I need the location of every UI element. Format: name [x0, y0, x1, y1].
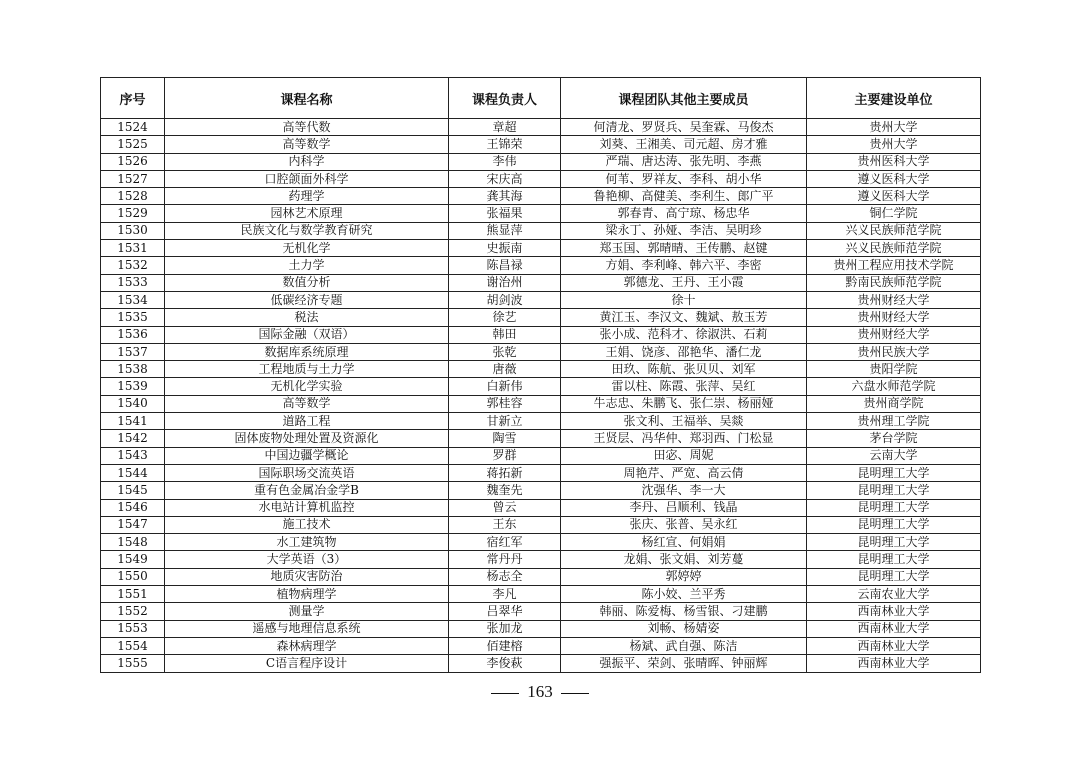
- cell-serial-number: 1529: [101, 205, 165, 222]
- table-row: [101, 136, 981, 153]
- cell-team-members: 张庆、张普、吴永红: [561, 516, 807, 533]
- cell-team-members: 陈小姣、兰平秀: [561, 586, 807, 603]
- cell-serial-number: 1549: [101, 551, 165, 568]
- cell-serial-number: 1540: [101, 395, 165, 412]
- cell-team-members: 张小成、范科才、徐淑洪、石莉: [561, 326, 807, 343]
- cell-serial-number: 1532: [101, 257, 165, 274]
- cell-course-leader: 史振南: [449, 240, 561, 257]
- dash-right: [561, 693, 589, 694]
- cell-institution: 西南林业大学: [807, 603, 981, 620]
- table-row: [101, 188, 981, 205]
- cell-institution: 西南林业大学: [807, 655, 981, 672]
- cell-institution: 遵义医科大学: [807, 170, 981, 187]
- cell-institution: 贵州财经大学: [807, 291, 981, 308]
- cell-course-leader: 谢治州: [449, 274, 561, 291]
- table-row: [101, 655, 981, 672]
- cell-course-name: 植物病理学: [165, 586, 449, 603]
- cell-institution: 贵州工程应用技术学院: [807, 257, 981, 274]
- cell-team-members: 王贤层、冯华仲、郑羽西、门松显: [561, 430, 807, 447]
- cell-course-name: 口腔颌面外科学: [165, 170, 449, 187]
- table-row: [101, 240, 981, 257]
- cell-course-leader: 杨志全: [449, 568, 561, 585]
- cell-institution: 贵州财经大学: [807, 326, 981, 343]
- table-row: [101, 378, 981, 395]
- cell-course-leader: 韩田: [449, 326, 561, 343]
- cell-course-name: 地质灾害防治: [165, 568, 449, 585]
- cell-institution: 贵州大学: [807, 119, 981, 136]
- cell-course-name: 工程地质与土力学: [165, 361, 449, 378]
- cell-course-name: 民族文化与数学教育研究: [165, 222, 449, 239]
- table-row: [101, 430, 981, 447]
- cell-team-members: 牛志忠、朱鹏飞、张仁崇、杨丽娅: [561, 395, 807, 412]
- cell-institution: 贵州商学院: [807, 395, 981, 412]
- cell-institution: 贵州医科大学: [807, 153, 981, 170]
- cell-serial-number: 1553: [101, 620, 165, 637]
- cell-course-name: 高等代数: [165, 119, 449, 136]
- cell-serial-number: 1552: [101, 603, 165, 620]
- table-row: [101, 205, 981, 222]
- table-row: [101, 499, 981, 516]
- cell-course-leader: 李凡: [449, 586, 561, 603]
- cell-course-name: 施工技术: [165, 516, 449, 533]
- cell-team-members: 李丹、吕顺利、钱晶: [561, 499, 807, 516]
- cell-course-leader: 陶雪: [449, 430, 561, 447]
- cell-institution: 贵阳学院: [807, 361, 981, 378]
- table-row: [101, 395, 981, 412]
- cell-serial-number: 1530: [101, 222, 165, 239]
- table-body: [101, 119, 981, 673]
- cell-institution: 昆明理工大学: [807, 551, 981, 568]
- cell-course-name: 税法: [165, 309, 449, 326]
- cell-team-members: 郑玉国、郭晴晴、王传鹏、赵键: [561, 240, 807, 257]
- table-row: [101, 257, 981, 274]
- cell-serial-number: 1537: [101, 343, 165, 360]
- cell-institution: 茅台学院: [807, 430, 981, 447]
- cell-serial-number: 1548: [101, 534, 165, 551]
- table-row: [101, 534, 981, 551]
- cell-team-members: 郭德龙、王丹、王小霞: [561, 274, 807, 291]
- cell-institution: 遵义医科大学: [807, 188, 981, 205]
- cell-course-name: 高等数学: [165, 395, 449, 412]
- cell-course-name: 无机化学实验: [165, 378, 449, 395]
- cell-course-leader: 龚其海: [449, 188, 561, 205]
- cell-serial-number: 1543: [101, 447, 165, 464]
- table-row: [101, 222, 981, 239]
- cell-course-name: 森林病理学: [165, 637, 449, 654]
- cell-institution: 铜仁学院: [807, 205, 981, 222]
- cell-course-name: 高等数学: [165, 136, 449, 153]
- table-row: [101, 516, 981, 533]
- cell-course-leader: 罗群: [449, 447, 561, 464]
- header-row: [101, 78, 981, 119]
- table-row: [101, 620, 981, 637]
- cell-course-name: 园林艺术原理: [165, 205, 449, 222]
- cell-team-members: 刘葵、王湘美、司元超、房才雅: [561, 136, 807, 153]
- cell-serial-number: 1539: [101, 378, 165, 395]
- cell-course-leader: 徐艺: [449, 309, 561, 326]
- table-row: [101, 568, 981, 585]
- table-row: [101, 637, 981, 654]
- cell-serial-number: 1538: [101, 361, 165, 378]
- cell-institution: 昆明理工大学: [807, 499, 981, 516]
- cell-course-name: 数据库系统原理: [165, 343, 449, 360]
- cell-serial-number: 1534: [101, 291, 165, 308]
- cell-course-leader: 张乾: [449, 343, 561, 360]
- cell-course-leader: 宋庆高: [449, 170, 561, 187]
- cell-course-name: 道路工程: [165, 413, 449, 430]
- cell-course-name: 土力学: [165, 257, 449, 274]
- cell-team-members: 杨斌、武自强、陈洁: [561, 637, 807, 654]
- cell-course-name: 低碳经济专题: [165, 291, 449, 308]
- cell-course-name: 大学英语（3）: [165, 551, 449, 568]
- cell-course-leader: 郭桂容: [449, 395, 561, 412]
- cell-course-name: C语言程序设计: [165, 655, 449, 672]
- cell-team-members: 何清龙、罗贤兵、吴奎霖、马俊杰: [561, 119, 807, 136]
- cell-team-members: 周艳芹、严宽、高云倩: [561, 464, 807, 481]
- table-row: [101, 343, 981, 360]
- cell-course-leader: 胡剑波: [449, 291, 561, 308]
- cell-course-name: 国际职场交流英语: [165, 464, 449, 481]
- dash-left: [491, 693, 519, 694]
- cell-institution: 兴义民族师范学院: [807, 222, 981, 239]
- table-row: [101, 326, 981, 343]
- cell-course-leader: 曾云: [449, 499, 561, 516]
- cell-course-name: 药理学: [165, 188, 449, 205]
- cell-institution: 昆明理工大学: [807, 482, 981, 499]
- cell-institution: 黔南民族师范学院: [807, 274, 981, 291]
- cell-team-members: 龙娟、张文娟、刘芳蔓: [561, 551, 807, 568]
- table-row: [101, 274, 981, 291]
- cell-course-name: 内科学: [165, 153, 449, 170]
- cell-serial-number: 1547: [101, 516, 165, 533]
- cell-course-name: 水工建筑物: [165, 534, 449, 551]
- cell-course-leader: 白新伟: [449, 378, 561, 395]
- cell-serial-number: 1546: [101, 499, 165, 516]
- cell-team-members: 杨红宣、何娟娟: [561, 534, 807, 551]
- table-row: [101, 464, 981, 481]
- cell-course-name: 水电站计算机监控: [165, 499, 449, 516]
- cell-serial-number: 1531: [101, 240, 165, 257]
- cell-institution: 贵州财经大学: [807, 309, 981, 326]
- cell-institution: 贵州理工学院: [807, 413, 981, 430]
- table-row: [101, 361, 981, 378]
- table-row: [101, 291, 981, 308]
- cell-course-leader: 王锦荣: [449, 136, 561, 153]
- cell-serial-number: 1554: [101, 637, 165, 654]
- cell-serial-number: 1533: [101, 274, 165, 291]
- cell-serial-number: 1542: [101, 430, 165, 447]
- table-row: [101, 170, 981, 187]
- cell-team-members: 郭春青、高宁琼、杨忠华: [561, 205, 807, 222]
- cell-team-members: 方娟、李利峰、韩六平、李密: [561, 257, 807, 274]
- cell-team-members: 梁永丁、孙娅、李洁、吴明珍: [561, 222, 807, 239]
- table-row: [101, 586, 981, 603]
- course-table: [100, 77, 981, 673]
- cell-institution: 昆明理工大学: [807, 568, 981, 585]
- cell-team-members: 鲁艳柳、高健美、李利生、郎广平: [561, 188, 807, 205]
- cell-course-name: 重有色金属冶金学B: [165, 482, 449, 499]
- cell-serial-number: 1526: [101, 153, 165, 170]
- cell-course-leader: 佰建榕: [449, 637, 561, 654]
- cell-institution: 昆明理工大学: [807, 464, 981, 481]
- page-number: 163: [527, 682, 553, 701]
- table-row: [101, 413, 981, 430]
- cell-course-name: 国际金融（双语）: [165, 326, 449, 343]
- header-course-name: 课程名称: [165, 78, 449, 119]
- cell-institution: 六盘水师范学院: [807, 378, 981, 395]
- cell-course-leader: 唐薇: [449, 361, 561, 378]
- cell-team-members: 郭婷婷: [561, 568, 807, 585]
- table-row: [101, 603, 981, 620]
- cell-institution: 贵州大学: [807, 136, 981, 153]
- cell-course-leader: 王东: [449, 516, 561, 533]
- cell-team-members: 雷以柱、陈霞、张萍、吴红: [561, 378, 807, 395]
- cell-course-leader: 吕翠华: [449, 603, 561, 620]
- cell-serial-number: 1555: [101, 655, 165, 672]
- cell-serial-number: 1541: [101, 413, 165, 430]
- cell-serial-number: 1550: [101, 568, 165, 585]
- cell-team-members: 强振平、荣剑、张晴晖、钟丽辉: [561, 655, 807, 672]
- table-row: [101, 482, 981, 499]
- cell-course-name: 测量学: [165, 603, 449, 620]
- cell-course-name: 数值分析: [165, 274, 449, 291]
- cell-course-leader: 章超: [449, 119, 561, 136]
- header-serial-number: 序号: [101, 78, 165, 119]
- cell-serial-number: 1536: [101, 326, 165, 343]
- cell-team-members: 田玖、陈航、张贝贝、刘军: [561, 361, 807, 378]
- table-header: [101, 78, 981, 119]
- cell-course-leader: 常丹丹: [449, 551, 561, 568]
- table-row: [101, 153, 981, 170]
- header-team-members: 课程团队其他主要成员: [561, 78, 807, 119]
- cell-institution: 昆明理工大学: [807, 516, 981, 533]
- cell-course-leader: 宿红军: [449, 534, 561, 551]
- cell-serial-number: 1551: [101, 586, 165, 603]
- cell-team-members: 严瑞、唐达涛、张先明、李燕: [561, 153, 807, 170]
- cell-team-members: 韩丽、陈爱梅、杨雪银、刁建鹏: [561, 603, 807, 620]
- cell-course-leader: 魏奎先: [449, 482, 561, 499]
- cell-course-leader: 蒋拓新: [449, 464, 561, 481]
- cell-course-leader: 甘新立: [449, 413, 561, 430]
- cell-institution: 贵州民族大学: [807, 343, 981, 360]
- header-course-leader: 课程负责人: [449, 78, 561, 119]
- table-row: [101, 447, 981, 464]
- cell-course-leader: 张福果: [449, 205, 561, 222]
- cell-team-members: 徐十: [561, 291, 807, 308]
- cell-institution: 昆明理工大学: [807, 534, 981, 551]
- cell-team-members: 王娟、饶彦、邵艳华、潘仁龙: [561, 343, 807, 360]
- cell-serial-number: 1527: [101, 170, 165, 187]
- cell-serial-number: 1528: [101, 188, 165, 205]
- header-institution: 主要建设单位: [807, 78, 981, 119]
- cell-institution: 西南林业大学: [807, 620, 981, 637]
- cell-team-members: 何苇、罗祥友、李科、胡小华: [561, 170, 807, 187]
- cell-institution: 兴义民族师范学院: [807, 240, 981, 257]
- cell-serial-number: 1535: [101, 309, 165, 326]
- table-row: [101, 551, 981, 568]
- cell-team-members: 黄江玉、李汉文、魏斌、敖玉芳: [561, 309, 807, 326]
- cell-course-name: 遥感与地理信息系统: [165, 620, 449, 637]
- course-list-sheet: [100, 77, 980, 673]
- cell-course-name: 固体废物处理处置及资源化: [165, 430, 449, 447]
- cell-serial-number: 1545: [101, 482, 165, 499]
- cell-team-members: 张文利、王福举、吴燚: [561, 413, 807, 430]
- cell-course-leader: 陈昌禄: [449, 257, 561, 274]
- cell-serial-number: 1524: [101, 119, 165, 136]
- cell-course-leader: 李俊萩: [449, 655, 561, 672]
- cell-course-name: 中国边疆学概论: [165, 447, 449, 464]
- table-row: [101, 119, 981, 136]
- cell-serial-number: 1544: [101, 464, 165, 481]
- page-number-footer: [0, 682, 1080, 702]
- cell-course-leader: 张加龙: [449, 620, 561, 637]
- cell-serial-number: 1525: [101, 136, 165, 153]
- cell-institution: 云南大学: [807, 447, 981, 464]
- table-row: [101, 309, 981, 326]
- cell-institution: 西南林业大学: [807, 637, 981, 654]
- cell-team-members: 田宓、周妮: [561, 447, 807, 464]
- cell-course-leader: 李伟: [449, 153, 561, 170]
- cell-team-members: 沈强华、李一大: [561, 482, 807, 499]
- cell-team-members: 刘畅、杨婧姿: [561, 620, 807, 637]
- cell-course-name: 无机化学: [165, 240, 449, 257]
- cell-institution: 云南农业大学: [807, 586, 981, 603]
- cell-course-leader: 熊显萍: [449, 222, 561, 239]
